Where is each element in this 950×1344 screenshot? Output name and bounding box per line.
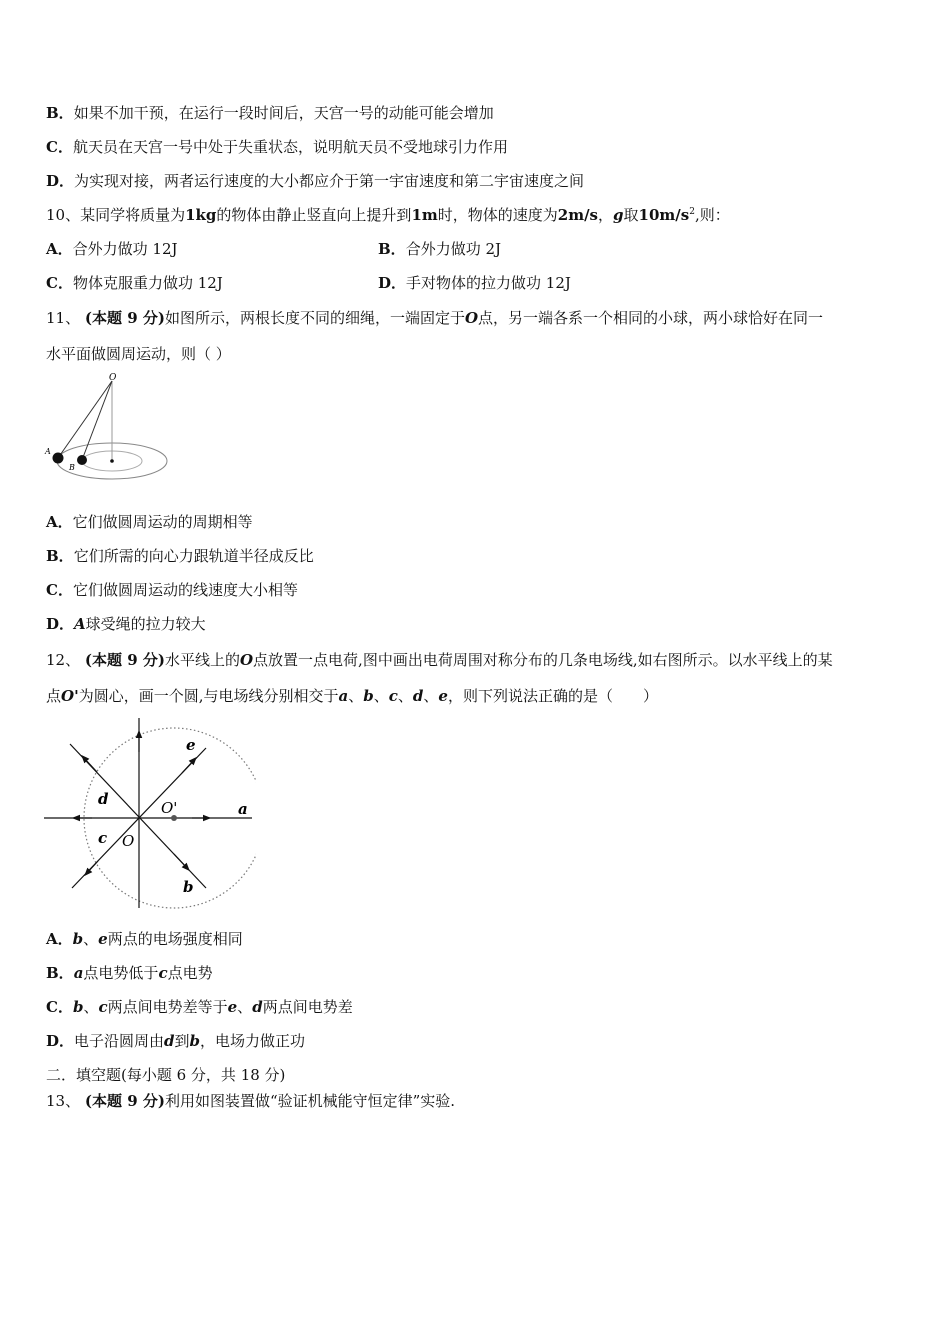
label-d: d: [98, 790, 109, 808]
separator: 、: [83, 998, 99, 1016]
option-label: C．: [46, 581, 73, 599]
stem-text: 利用如图装置做“验证机械能守恒定律”实验.: [164, 1092, 456, 1110]
point-d: d: [164, 1032, 175, 1050]
q12-option-b: [46, 963, 213, 983]
label-e: e: [186, 736, 196, 754]
option-text: 点电势低于: [83, 964, 159, 982]
question-number: 12、: [46, 651, 81, 669]
g-symbol: g: [613, 206, 624, 224]
option-text: 为实现对接，两者运行速度的大小都应介于第一宇宙速度和第二宇宙速度之间: [74, 172, 585, 190]
separator: 、: [83, 930, 99, 948]
stem-text: 点，另一端各系一个相同的小球，两小球恰好在同一: [478, 309, 824, 327]
point-c: c: [158, 964, 168, 982]
option-text: ，电场力做正功: [200, 1032, 306, 1050]
conical-pendulum-figure: [42, 372, 172, 490]
string-a: [58, 381, 112, 458]
q12-stem-line2: 点O'为圆心，画一个圆,与电场线分别相交于a、b、c、d、e，则下列说法正确的是（ ）: [46, 687, 658, 705]
stem-text: 取: [623, 206, 639, 224]
string-b: [82, 381, 112, 460]
stem-text: 点放置一点电荷,图中画出电荷周围对称分布的几条电场线,如右图所示。以水平线上的某: [253, 651, 833, 669]
separator: 、: [397, 687, 413, 705]
point-o: O: [464, 309, 479, 327]
label-b: B: [69, 463, 75, 472]
separator: 、: [423, 687, 439, 705]
q10-option-c: [46, 273, 223, 293]
arrow-b: [174, 854, 187, 868]
q10-option-a: [46, 239, 178, 259]
option-text: 它们所需的向心力跟轨道半径成反比: [73, 547, 314, 565]
option-label: C．: [46, 138, 73, 156]
point-e: e: [438, 687, 448, 705]
section-title: 二．填空题(每小题 6 分，共 18 分): [46, 1066, 286, 1084]
height-value: 1m: [411, 206, 438, 224]
option-text: 电子沿圆周由: [74, 1032, 165, 1050]
option-label: B．: [46, 104, 74, 122]
point-b: b: [363, 687, 374, 705]
q9-option-b: [46, 103, 494, 123]
option-text: 合外力做功 2J: [405, 240, 502, 258]
question-number: 13、: [46, 1092, 81, 1110]
stem-text: 10、某同学将质量为: [46, 206, 186, 224]
point-d: d: [252, 998, 263, 1016]
mass-value: 1kg: [185, 206, 217, 224]
q11-option-c: [46, 580, 298, 600]
stem-text: 水平面做圆周运动，则（ ）: [46, 345, 231, 363]
q12-option-c: [46, 997, 353, 1017]
q11-option-b: [46, 546, 314, 566]
stem-text: 为圆心，画一个圆,与电场线分别相交于: [78, 687, 339, 705]
q11-option-d: [46, 614, 206, 634]
option-text: 两点间电势差: [262, 998, 353, 1016]
point-d: d: [412, 687, 424, 705]
option-text: 两点间电势差等于: [107, 998, 228, 1016]
option-label: B．: [378, 240, 406, 258]
label-c: c: [98, 829, 108, 847]
score-tag: (本题 9 分): [84, 1092, 165, 1110]
score-tag: (本题 9 分): [84, 309, 165, 327]
option-label: D．: [46, 172, 75, 190]
option-label: C．: [46, 274, 73, 292]
label-o: O: [109, 373, 117, 383]
stem-text: 时，物体的速度为: [437, 206, 558, 224]
center-dot: [110, 459, 114, 463]
option-text: 点电势: [167, 964, 213, 982]
label-a: A: [45, 447, 51, 456]
option-text: 球受绳的拉力较大: [85, 615, 206, 633]
point-e: e: [98, 930, 108, 948]
q10-stem: [46, 205, 730, 225]
option-label: D．: [46, 615, 75, 633]
option-label: A．: [46, 240, 73, 258]
option-text: 合外力做功 12J: [72, 240, 178, 258]
label-o-prime: O': [161, 799, 178, 817]
ball-a: [53, 453, 64, 464]
q12-stem-line1: [46, 650, 833, 670]
option-text: 它们做圆周运动的周期相等: [72, 513, 253, 531]
score-tag: (本题 9 分): [84, 651, 165, 669]
separator: 、: [348, 687, 364, 705]
q9-option-c: [46, 137, 508, 157]
g-value: 10m/s: [638, 206, 690, 224]
option-label: B．: [46, 547, 74, 565]
point-b: b: [72, 998, 84, 1016]
q10-option-b: [378, 239, 501, 259]
option-text: 它们做圆周运动的线速度大小相等: [72, 581, 298, 599]
option-label: A．: [46, 513, 73, 531]
point-a: a: [73, 964, 84, 982]
option-text: 如果不加干预，在运行一段时间后，天宫一号的动能可能会增加: [73, 104, 494, 122]
option-label: B．: [46, 964, 74, 982]
label-o: O: [122, 832, 135, 850]
q12-option-a: [46, 929, 243, 949]
point-o: O: [239, 651, 254, 669]
q10-option-d: [378, 273, 571, 293]
point-c: c: [98, 998, 108, 1016]
option-text: 物体克服重力做功 12J: [72, 274, 223, 292]
option-label: C．: [46, 998, 73, 1016]
section-heading: [46, 1065, 285, 1085]
option-label: A．: [46, 930, 73, 948]
stem-text: 如图所示，两根长度不同的细绳，一端固定于: [164, 309, 465, 327]
q11-option-a: [46, 512, 253, 532]
point-e: e: [227, 998, 238, 1016]
ball-symbol: A: [74, 615, 86, 633]
option-label: D．: [46, 1032, 75, 1050]
stem-text: ,则：: [694, 206, 730, 224]
option-label: D．: [378, 274, 407, 292]
option-text: 两点的电场强度相同: [107, 930, 243, 948]
q9-option-d: [46, 171, 584, 191]
arrow-nw: [84, 758, 97, 772]
stem-text: ，则下列说法正确的是（ ）: [447, 687, 658, 705]
question-number: 11、: [46, 309, 81, 327]
q11-stem-line1: [46, 308, 823, 328]
stem-text: 水平线上的: [164, 651, 240, 669]
point-o-prime: O': [61, 687, 79, 705]
stem-text: 的物体由静止竖直向上提升到: [216, 206, 412, 224]
speed-value: 2m/s: [557, 206, 598, 224]
g-exponent: 2: [689, 207, 695, 217]
point-b: b: [72, 930, 84, 948]
option-text: 到: [174, 1032, 190, 1050]
electric-field-figure: [42, 712, 256, 914]
point-c: c: [388, 687, 398, 705]
option-text: 航天员在天宫一号中处于失重状态，说明航天员不受地球引力作用: [72, 138, 508, 156]
point-a: a: [338, 687, 349, 705]
separator: 、: [373, 687, 389, 705]
arrow-sw: [87, 861, 98, 873]
arrow-e: [182, 760, 194, 773]
stem-text: ，: [598, 206, 614, 224]
label-a: a: [238, 800, 248, 818]
option-text: 手对物体的拉力做功 12J: [406, 274, 571, 292]
q11-stem-line2: [46, 344, 231, 364]
label-b: b: [183, 878, 194, 896]
q13-stem: [46, 1091, 455, 1111]
separator: 、: [237, 998, 253, 1016]
ball-b: [77, 455, 87, 465]
q12-option-d: [46, 1031, 305, 1051]
point-b: b: [189, 1032, 201, 1050]
